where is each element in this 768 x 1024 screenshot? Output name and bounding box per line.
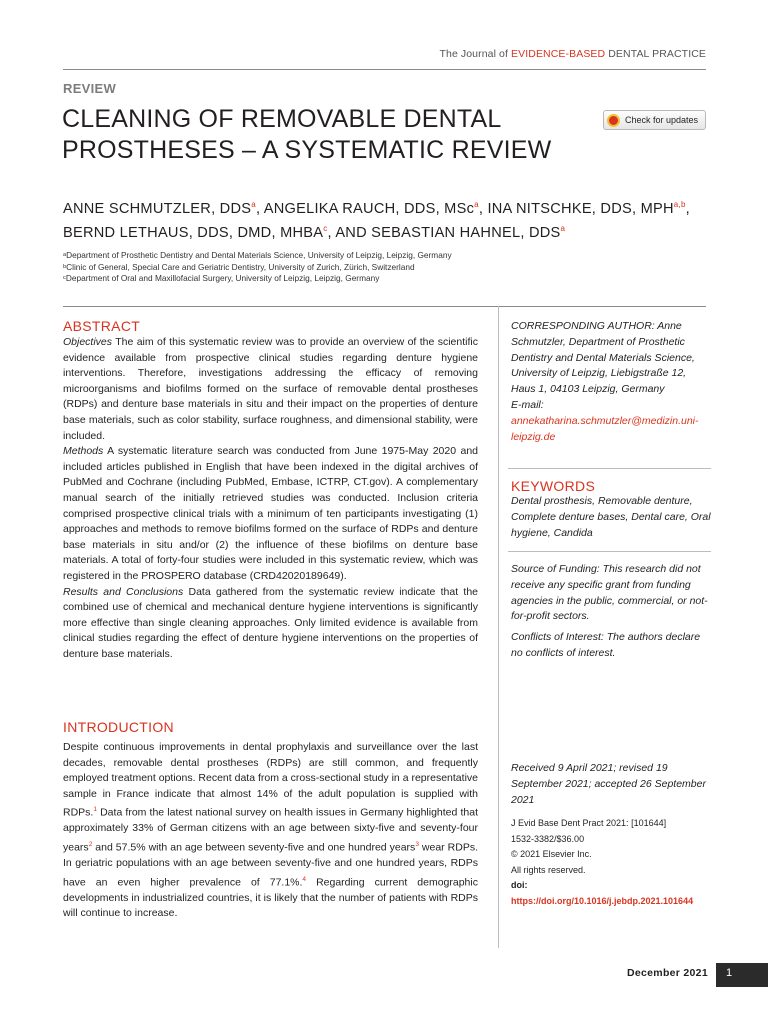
- update-icon: [607, 114, 620, 127]
- email-link[interactable]: annekatharina.schmutzler@medizin.uni-leipzig.de: [511, 414, 699, 443]
- corresponding-author: CORRESPONDING AUTHOR: Anne Schmutzler, Department of Prosthetic Dentistry and Dental Materials Science, University of Leipzig, Liebigstraße 12, Haus 1, 04103 Leipzig, Germany E-mail: annekatharina.schmutzler@medizin.uni-leipzig.de: [511, 320, 699, 443]
- reference-link[interactable]: 2: [88, 841, 93, 849]
- affiliation: ᶜDepartment of Oral and Maxillofacial Surgery, University of Leipzig, Leipzig, Germany: [63, 273, 380, 283]
- reference-link[interactable]: 3: [415, 841, 419, 849]
- page-number: 1: [726, 967, 733, 979]
- reference-link[interactable]: 1: [93, 806, 97, 814]
- funding-statement: Source of Funding: This research did not receive any specific grant from funding agencies in the public, commercial, or not-for-profit sectors.: [511, 563, 708, 623]
- introduction-body: Despite continuous improvements in dental prophylaxis and surveillance over the last decades, removable dental prostheses (RDPs) are still common, and frequently employed treatment options. Recent data from a cross-sectional study in a representative sample in France indicate that almost 14% of the adult population is supplied with RDPs.$^1$ Data from the latest national survey on health issues in Germany highlighted that approximately 33% of German citizens with an age between sixty-five and seventy-four years$^2$ and 57.5% with an age between seventy-five and one hundred years$^3$ wear RDPs. In geriatric populations with an age between seventy-five and one hundred years, RDPs have an even higher prevalence of 77.1%.$^4$ Regarding current demographic developments in industrialized countries, it is likely that the number of patients with RDPs will continue to increase.: [63, 741, 479, 920]
- section-tag: REVIEW: [63, 81, 117, 96]
- abstract-body: Objectives The aim of this systematic review was to provide an overview of the scientific evidence available from prospective clinical studies regarding denture hygiene interventions. Therefore, investigations addressing the efficacy of removing microorganisms and biofilms formed on the surface of removable dental prostheses (RDPs) and denture base materials in situ and their impact on the properties of denture base materials, such as color stability, surface roughness, and dimensional stability, were included. Methods A systematic literature search was conducted from June 1975-May 2020 and included articles published in English that have been indexed in the digital archives of PubMed and Cochrane (including PubMed, Embase, ICTRP, CT.gov). A complementary manual search of the initially retrieved studies was conducted. Inclusion criteria comprised prospective clinical trials with a minimum of ten participants investigating (1) approaches and methods to remove biofilms formed on the surface of RDPs and denture base materials in situ and/or (2) the influence of these biofilms on denture base materials. A total of forty-four studies were included in this systematic review, which was registered in the PROSPERO database (CRD42020189649). Results and Conclusions Data gathered from the systematic review indicate that the combined use of chemical and mechanical denture hygiene interventions is significantly more effective than single cleaning approaches. Only limited evidence is available from clinical studies regarding the effect of denture hygiene interventions on the properties of denture base materials.: [63, 336, 479, 660]
- reference-link[interactable]: 4: [302, 875, 307, 883]
- affiliation: ᵇClinic of General, Special Care and Geriatric Dentistry, University of Zurich, Zürich, Switzerland: [63, 261, 415, 272]
- article-title: CLEANING OF REMOVABLE DENTAL PROSTHESES – A SYSTEMATIC REVIEW: [62, 105, 552, 164]
- page-number-box: [716, 963, 768, 987]
- affiliation: ᵃDepartment of Prosthetic Dentistry and Dental Materials Science, University of Leipzig, Leipzig, Germany: [63, 250, 452, 260]
- issue-date: December 2021: [627, 967, 708, 979]
- top-divider: [63, 69, 706, 70]
- journal-name: The Journal of EVIDENCE-BASED DENTAL PRACTICE: [439, 48, 706, 60]
- article-meta: J Evid Base Dent Pract 2021: [101644] 1532-3382/$36.00 © 2021 Elsevier Inc. All rights reserved. doi: https://doi.org/10.1016/j.jebdp.2021.101644: [511, 818, 694, 906]
- author-list: ANNE SCHMUTZLER, DDS$^a$, ANGELIKA RAUCH, DDS, MSc$^a$, INA NITSCHKE, DDS, MPH$^{a,b}$, BERND LETHAUS, DDS, DMD, MHBA$^c$, AND SEBASTIAN HAHNEL, DDS$^a$: [63, 200, 690, 241]
- received-dates: Received 9 April 2021; revised 19 September 2021; accepted 26 September 2021: [511, 762, 706, 806]
- section-divider: [63, 306, 706, 307]
- abstract-heading: ABSTRACT: [63, 318, 141, 334]
- sidebar-divider: [508, 551, 711, 552]
- keywords-list: Dental prosthesis, Removable denture, Complete denture bases, Dental care, Oral hygiene, Candida: [511, 495, 711, 539]
- doi-link[interactable]: https://doi.org/10.1016/j.jebdp.2021.101644: [511, 895, 694, 906]
- introduction-heading: INTRODUCTION: [63, 719, 174, 735]
- column-divider: [498, 306, 499, 948]
- conflicts-statement: Conflicts of Interest: The authors declare no conflicts of interest.: [511, 631, 701, 659]
- affiliations: [63, 250, 683, 285]
- check-for-updates-button[interactable]: Check for updates: [603, 110, 706, 130]
- sidebar-divider: [508, 468, 711, 469]
- keywords-heading: KEYWORDS: [511, 478, 596, 494]
